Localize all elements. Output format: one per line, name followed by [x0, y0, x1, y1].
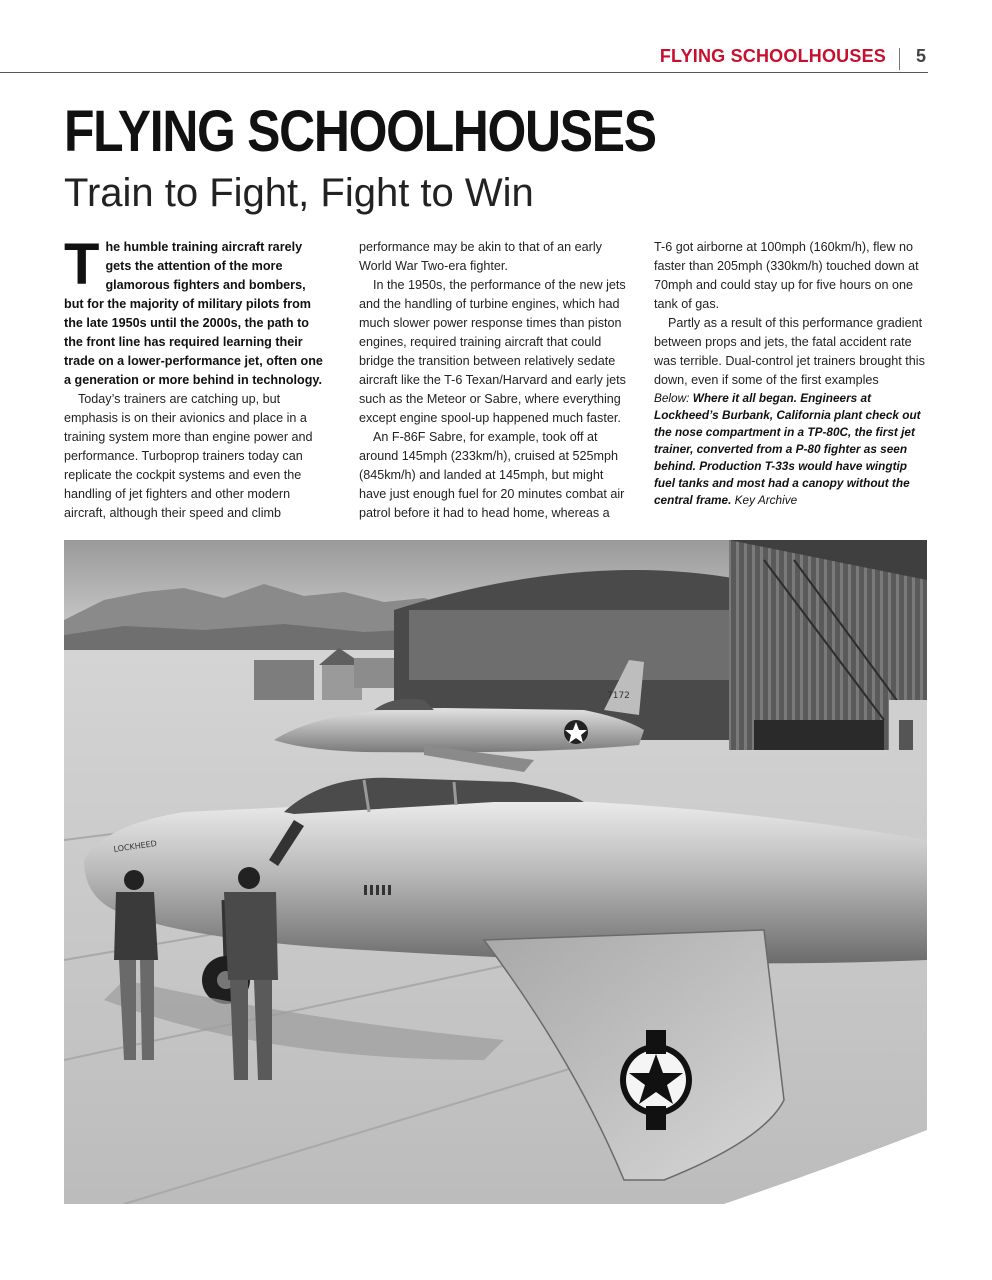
photo-caption: [654, 390, 926, 509]
lead-text: he humble training aircraft rarely gets the attention of the more glamorous fighters and bombers, but for the majority of military pilots from the late 1950s until the 2000s, the path to the front line has required learning their trade on a lower-performance jet, often one a generation or more behind in technology.: [64, 240, 323, 387]
article-headline: FLYING SCHOOLHOUSES: [64, 99, 656, 164]
body-paragraph: Partly as a result of this performance gradient between props and jets, the fatal accident rate was terrible. Dual-control jet trainers brought this down, even if some of the first examples: [654, 316, 925, 387]
header-divider: [899, 48, 900, 70]
text-column-3: [654, 238, 926, 509]
text-column-2: [359, 238, 631, 523]
engineer-head: [238, 867, 260, 889]
roundel-bar: [646, 1030, 666, 1054]
article-subtitle: Train to Fight, Fight to Win: [64, 171, 534, 215]
page-number: 5: [915, 46, 926, 66]
engineer-body: [114, 892, 158, 960]
shed: [254, 660, 314, 700]
hut-window: [899, 720, 913, 750]
body-paragraph: An F-86F Sabre, for example, took off at around 145mph (233km/h), cruised at 525mph (845km/h) and landed at 145mph, but might have just enough fuel for 20 minutes combat air patrol before it had to head home, whereas a: [359, 430, 625, 520]
lead-paragraph: [64, 232, 326, 390]
hedge: [754, 720, 884, 750]
caption-credit: Key Archive: [734, 493, 798, 507]
nose-text: LOCKHEED: [113, 839, 158, 854]
engineer-body: [224, 892, 278, 980]
body-paragraph: Today’s trainers are catching up, but emphasis is on their avionics and place in a training system more than engine power and performance. Turboprop trainers today can replicate the cockpit systems and even the handling of jet fighters and other modern aircraft, although their speed and climb: [64, 392, 313, 520]
photo-illustration: [64, 540, 927, 1204]
shed-2: [354, 658, 394, 688]
text-column-1: [64, 232, 326, 523]
body-paragraph: In the 1950s, the performance of the new jets and the handling of turbine engines, which had much slower power response times than piston engines, required training aircraft that could bridge the transition between relatively sedate aircraft like the T-6 Texan/Harvard and early jets such as the Meteor or Sabre, where everything except engine spool-up happened much faster.: [359, 278, 626, 425]
body-paragraph: performance may be akin to that of an early World War Two-era fighter.: [359, 240, 602, 273]
hangar-doors: [409, 610, 729, 680]
caption-label: Below:: [654, 391, 690, 405]
body-paragraph: T-6 got airborne at 100mph (160km/h), flew no faster than 205mph (330km/h) touched down at 70mph and could stay up for five hours on one tank of gas.: [654, 240, 919, 311]
tail-code: 7172: [607, 691, 630, 701]
drop-cap: T: [64, 232, 100, 297]
engineer-head: [124, 870, 144, 890]
trainer-jet-photo: [64, 540, 927, 1204]
roundel-bar: [646, 1106, 666, 1130]
running-title: FLYING SCHOOLHOUSES: [659, 46, 886, 66]
caption-body: Where it all began. Engineers at Lockheed’s Burbank, California plant check out the nose compartment in a TP-80C, the first jet trainer, converted from a P-80 fighter as seen behind. Production T-33s would have wingtip fuel tanks and most had a canopy without the central frame.: [654, 391, 921, 507]
running-header: [0, 44, 928, 73]
